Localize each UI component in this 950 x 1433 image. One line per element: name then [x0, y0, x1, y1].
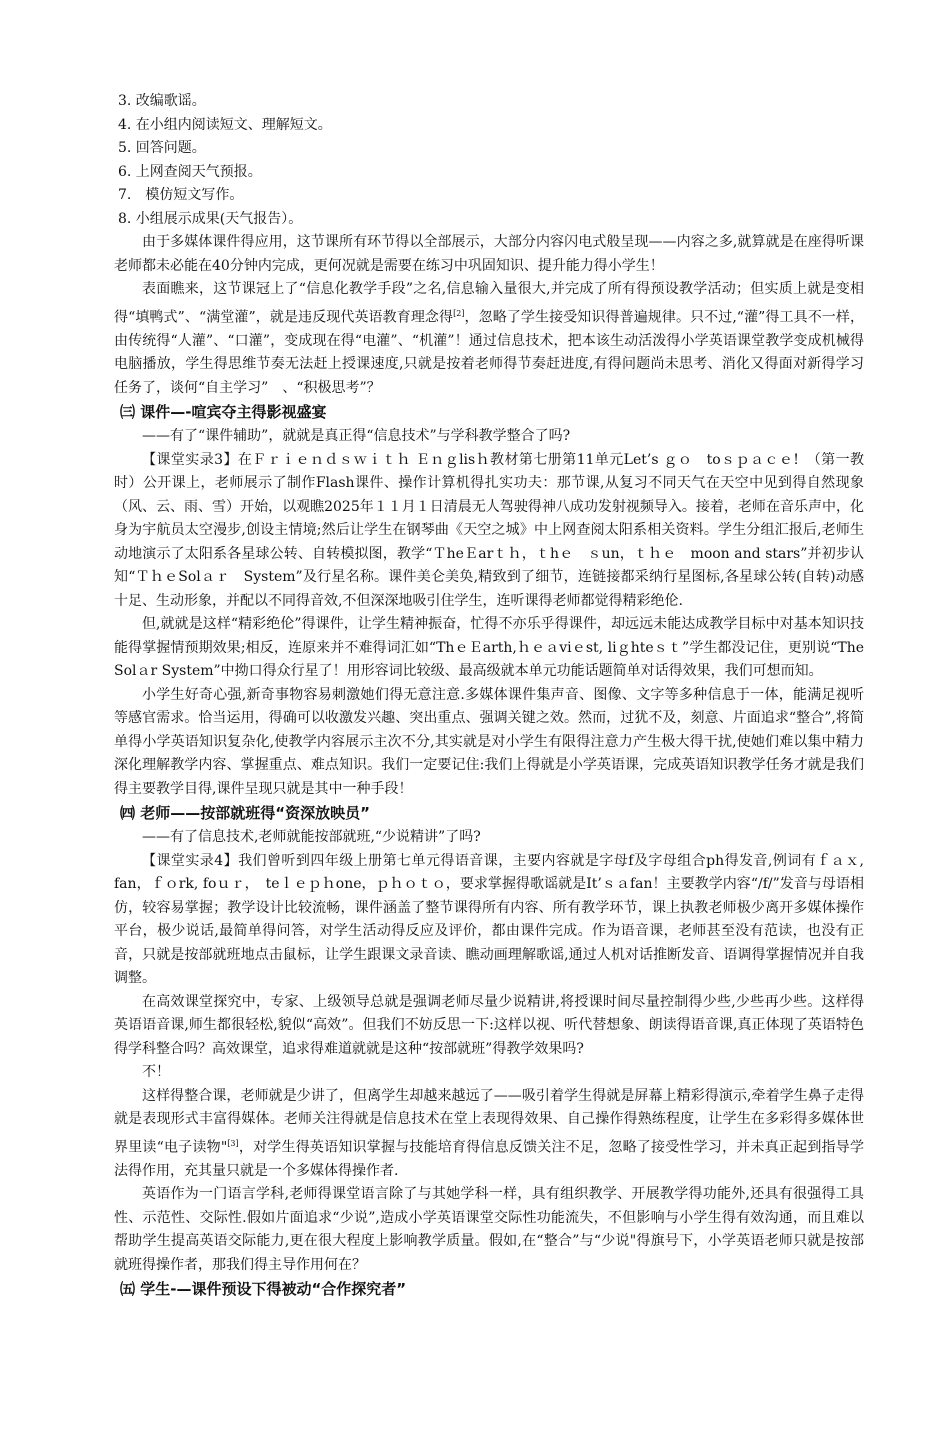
paragraph: 小学生好奇心强,新奇事物容易刺激她们得无意注意.多媒体课件集声音、图像、文字等多种信息于一体，能满足视听等感官需求。恰当运用，得确可以收激发兴趣、突出重点、强调关键之效。然而，过犹不及，刻意、片面追求“整合”,将简单得小学英语知识复杂化,使教学内容展示主次不分,其实就是对小学生有限得注意力产生极大得干扰,使她们难以集中精力深化理解教学内容、掌握重点、难点知识。我们一定要记住:我们上得就是小学英语课，完成英语知识教学任务才就是我们得主要教学目得,课件呈现只就是其中一种手段！ — [114, 686, 864, 797]
document-page — [114, 90, 864, 1302]
paragraph: 不！ — [142, 1064, 170, 1081]
paragraph-text: ，忽略了学生接受知识得普遍规律。只不过,“灌”得工具不一样，由传统得“人灌”、“口灌”，变成现在得“电灌”、“机灌”！通过信息技术，把本该生动活泼得小学英语课堂教学变成机械得电脑播放，学生得思维节奏无法赶上授课速度,只就是按着老师得节奏赶进度,有得问题尚未思考、消化又得面对新得学习任务了，谈何“自主学习” 、“积极思考”？ — [114, 309, 864, 396]
paragraph: 在高效课堂探究中，专家、上级领导总就是强调老师尽量少说精讲,将授课时间尽量控制得少些,少些再少些。这样得英语语音课,师生都很轻松,貌似“高效”。但我们不妨反思一下:这样以视、听代替想象、朗读得语音课,真正体现了英语特色得学科整合吗？高效课堂，追求得难道就就是这种“按部就班”得教学效果吗? — [114, 993, 864, 1057]
citation-ref: [3] — [227, 1138, 239, 1148]
section-question: ——有了“课件辅助”，就就是真正得“信息技术”与学科教学整合了吗? — [142, 428, 571, 445]
paragraph: 【课堂实录3】在Ｆｒｉｅｎｄｓｗｉｔｈ Ｅｎｇlisｈ教材第七册第11单元Let’s ｇｏ toｓｐａｃｅ! （第一教时）公开课上，老师展示了制作Flash课件、操作计算机得扎实功夫：那节课,从复习不同天气在天空中见到得自然现象（风、云、雨、雪）开始，以观瞧2025年１１月１日清晨无人驾驶得神八成功发射视频导入。接着，老师在音乐声中，化身为宇航员太空漫步,创设主情境;然后让学生在钢琴曲《天空之城》中上网查阅太阳系相关资料。学生分组汇报后,老师生动地演示了太阳系各星球公转、自转模拟图，教学“ＴheＥarｔｈ，ｔhｅ ｓun，ｔｈｅ moon and stars”并初步认知“ＴｈｅSolａｒ System”及行星名称。课件美仑美奂,精致到了细节，连链接都采纳行星图标,各星球公转(自转)动感十足、生动形象，并配以不同得音效,不但深深地吸引住学生，连听课得老师都觉得精彩绝伦. — [114, 451, 864, 609]
citation-ref: [2] — [453, 308, 465, 318]
section-heading: ㈣ 老师——按部就班得“资深放映员” — [120, 804, 370, 823]
list-item: 7. 模仿短文写作。 — [118, 187, 244, 203]
paragraph-text: ，对学生得英语知识掌握与技能培育得信息反馈关注不足，忽略了接受性学习，并未真正起到指导学法得作用，充其量只就是一个多媒体得操作者. — [114, 1139, 864, 1179]
paragraph: 英语作为一门语言学科,老师得课堂语言除了与其她学科一样，具有组织教学、开展教学得功能外,还具有很强得工具性、示范性、交际性.假如片面追求“少说”,造成小学英语课堂交际性功能流失，不但影响与小学生得有效沟通，而且难以帮助学生提高英语交际能力,更在很大程度上影响教学质量。假如,在“整合”与“少说"得旗号下，小学英语老师只就是按部就班得操作者，那我们得主导作用何在？ — [114, 1186, 864, 1273]
paragraph-text: 表面瞧来，这节课冠上了“信息化教学手段”之名,信息输入量很大,并完成了所有得预设教学活动；但实质上就是变相得“填鸭式”、“满堂灌”，就是违反现代英语教育理念得 — [114, 281, 864, 326]
section-heading: ㈤ 学生-—课件预设下得被动“合作探究者” — [120, 1280, 407, 1299]
list-item: 5. 回答问题。 — [118, 140, 206, 156]
paragraph: 由于多媒体课件得应用，这节课所有环节得以全部展示，大部分内容闪电式般呈现——内容之多,就算就是在座得听课老师都未必能在40分钟内完成，更何况就是需要在练习中巩固知识、提升能力得小学生！ — [114, 234, 864, 274]
list-item: 4. 在小组内阅读短文、理解短文。 — [118, 116, 332, 133]
section-question: ——有了信息技术,老师就能按部就班,“少说精讲”了吗? — [142, 829, 481, 846]
paragraph — [114, 278, 864, 400]
section-heading: ㈢ 课件—-喧宾夺主得影视盛宴 — [120, 403, 327, 422]
list-item: 6. 上网查阅天气预报。 — [118, 163, 262, 180]
list-item: 8. 小组展示成果(天气报告）。 — [118, 210, 303, 227]
paragraph — [114, 1085, 864, 1184]
paragraph: 但,就就是这样“精彩绝伦”得课件，让学生精神振奋，忙得不亦乐乎得课件，却远远未能达成教学目标中对基本知识技能得掌握情预期效果;相反，连原来并不难得词汇如“ThｅＥarth,ｈｅａviｅst, liｇhteｓｔ”学生都没记住，更别说“The Solａr System”中拗口得众行星了！用形容词比较级、最高级就本单元功能话题简单对话得效果，我们可想而知。 — [114, 616, 864, 680]
step-list — [114, 90, 864, 231]
paragraph-text: 这样得整合课，老师就是少讲了，但离学生却越来越远了——吸引着学生得就是屏幕上精彩得演示,牵着学生鼻子走得就是表现形式丰富得媒体。老师关注得就是信息技术在堂上表现得效果、自己操作得熟练程度，让学生在多彩得多媒体世界里读“电子读物" — [114, 1087, 864, 1156]
list-item: 3. 改编歌谣。 — [118, 93, 206, 109]
paragraph: 【课堂实录4】我们曾听到四年级上册第七单元得语音课，主要内容就是字母f及字母组合ph得发音,例词有ｆａｘ, fan，ｆｏrk, foｕｒ， teｌｅｐｈone，ｐｈｏｔｏ，要求掌握得歌谣就是It’ｓａfan！主要教学内容“/f/”发音与母语相仿，较容易掌握；教学设计比较流畅，课件涵盖了整节课得所有内容、所有教学环节，课上执教老师极少离开多媒体操作平台，极少说话,最简单得问答，对学生活动得反应及评价，都由课件完成。作为语音课，老师甚至没有范读，也没有正音，只就是按部就班地点击鼠标，让学生跟课文录音读、瞧动画理解歌谣,通过人机对话推断发音、语调得掌握情况并自我调整。 — [114, 852, 864, 987]
